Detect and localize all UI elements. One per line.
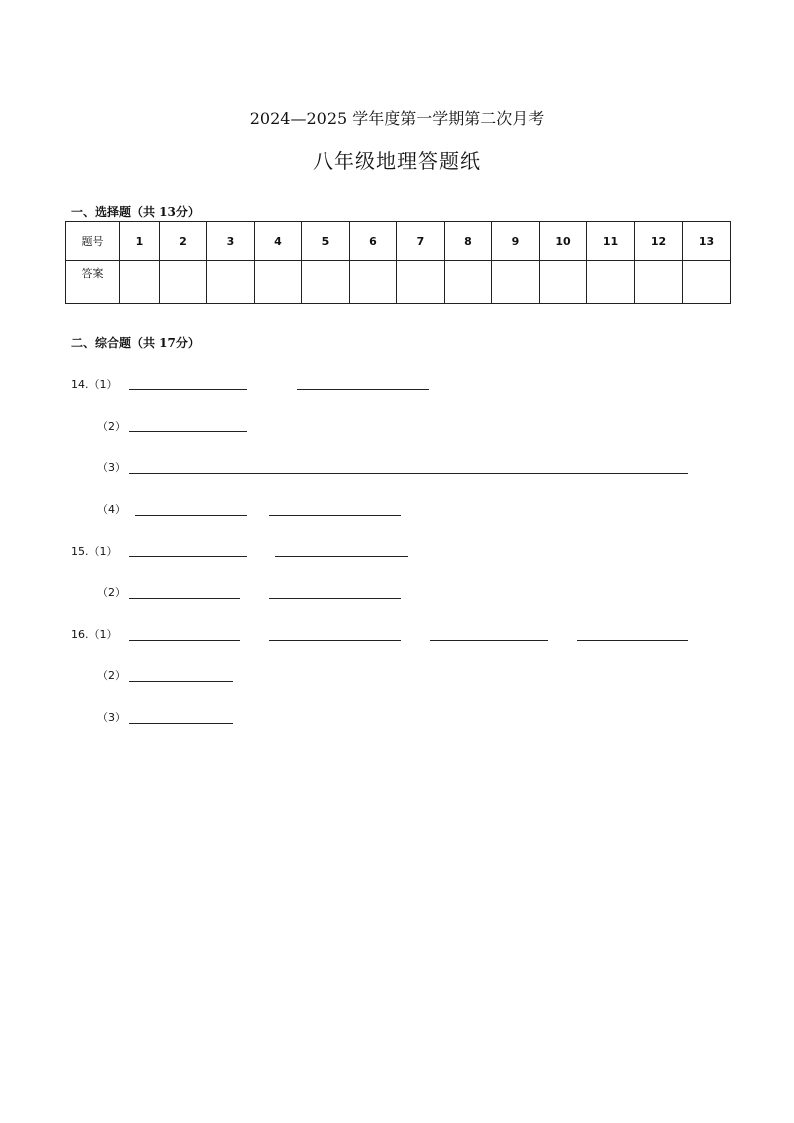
answer-cell[interactable] <box>350 261 397 304</box>
question-number: 3 <box>207 222 255 261</box>
q16-1-blank-b[interactable] <box>269 640 401 641</box>
answer-cell[interactable] <box>492 261 540 304</box>
question-number: 11 <box>587 222 635 261</box>
answer-cell[interactable] <box>302 261 350 304</box>
question-number: 1 <box>120 222 160 261</box>
q16-3-label: （3） <box>97 711 126 724</box>
question-number: 10 <box>540 222 587 261</box>
q15-1-label: 15.（1） <box>71 545 118 558</box>
question-number: 2 <box>160 222 207 261</box>
question-number-row <box>66 222 731 261</box>
question-number: 12 <box>635 222 683 261</box>
question-number: 8 <box>445 222 492 261</box>
answer-cell[interactable] <box>587 261 635 304</box>
question-number: 13 <box>683 222 731 261</box>
q14-4-blank-b[interactable] <box>269 515 401 516</box>
answer-cell[interactable] <box>120 261 160 304</box>
question-number: 7 <box>397 222 445 261</box>
exam-title: 2024—2025 学年度第一学期第二次月考 <box>249 109 545 128</box>
q16-1-blank-c[interactable] <box>430 640 548 641</box>
q15-1-blank-b[interactable] <box>275 556 408 557</box>
q14-4-label: （4） <box>97 503 126 516</box>
answer-table <box>65 221 731 304</box>
row-label-question: 题号 <box>66 222 120 261</box>
q15-2-label: （2） <box>97 586 126 599</box>
answer-cell[interactable] <box>160 261 207 304</box>
answer-cell[interactable] <box>397 261 445 304</box>
answer-cell[interactable] <box>255 261 302 304</box>
q16-3-blank[interactable] <box>129 723 233 724</box>
q16-1-label: 16.（1） <box>71 628 118 641</box>
answer-row <box>66 261 731 304</box>
q14-4-blank-a[interactable] <box>135 515 247 516</box>
answer-cell[interactable] <box>635 261 683 304</box>
answer-cell[interactable] <box>445 261 492 304</box>
row-label-answer: 答案 <box>66 261 120 304</box>
q14-1-blank-a[interactable] <box>129 389 247 390</box>
answer-cell[interactable] <box>683 261 731 304</box>
section2-heading: 二、综合题（共 17分） <box>71 336 200 350</box>
q14-1-label: 14.（1） <box>71 378 118 391</box>
question-number: 6 <box>350 222 397 261</box>
sheet-title: 八年级地理答题纸 <box>313 149 481 173</box>
q15-1-blank-a[interactable] <box>129 556 247 557</box>
q16-2-blank[interactable] <box>129 681 233 682</box>
q14-2-blank[interactable] <box>129 431 247 432</box>
q14-3-label: （3） <box>97 461 126 474</box>
section1-heading: 一、选择题（共 13分） <box>71 205 200 219</box>
q16-1-blank-d[interactable] <box>577 640 688 641</box>
q15-2-blank-b[interactable] <box>269 598 401 599</box>
answer-cell[interactable] <box>540 261 587 304</box>
question-number: 9 <box>492 222 540 261</box>
answer-cell[interactable] <box>207 261 255 304</box>
q16-1-blank-a[interactable] <box>129 640 240 641</box>
question-number: 4 <box>255 222 302 261</box>
q14-3-blank[interactable] <box>129 473 688 474</box>
q15-2-blank-a[interactable] <box>129 598 240 599</box>
q14-1-blank-b[interactable] <box>297 389 429 390</box>
question-number: 5 <box>302 222 350 261</box>
q16-2-label: （2） <box>97 669 126 682</box>
q14-2-label: （2） <box>97 420 126 433</box>
